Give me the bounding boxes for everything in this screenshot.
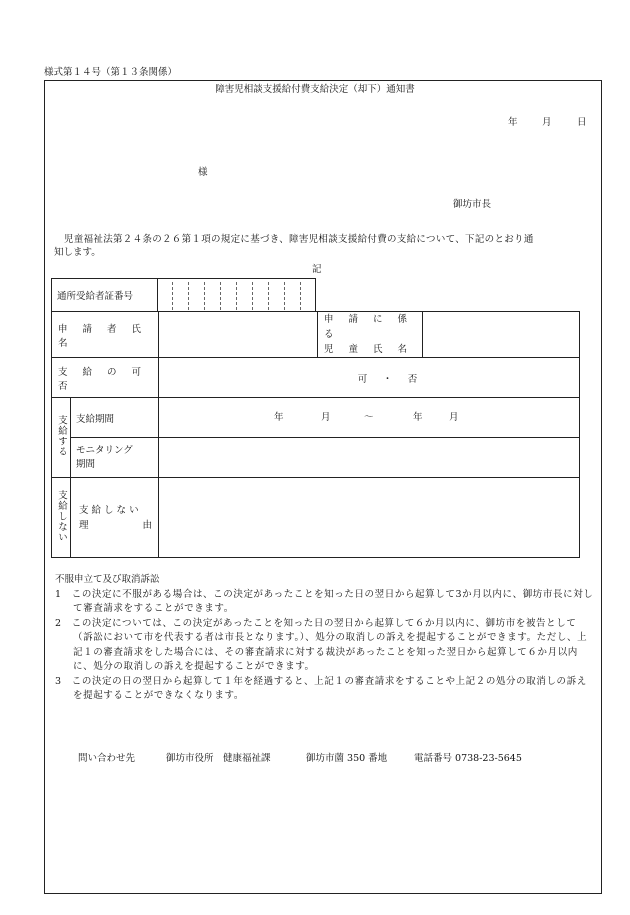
recipient-number-field[interactable] <box>158 279 316 312</box>
child-label-line1: 申 請 に 係 る <box>324 314 414 340</box>
form-number: 様式第１４号（第１３条関係） <box>44 67 178 78</box>
issuer: 御坊市長 <box>453 199 492 210</box>
reason-label <box>71 478 159 558</box>
reason-field[interactable] <box>159 478 580 558</box>
contact-phone: 電話番号 0738-23-5645 <box>414 753 522 764</box>
period-end-year: 年 <box>413 412 423 423</box>
appeal-item-1: 1 この決定に不服がある場合は、この決定があったことを知った日の翌日から起算して3か月以内に、御坊市長に対して審査請求をすることができます。 <box>55 588 594 614</box>
approval-label: 支 給 の 可 否 <box>52 358 159 398</box>
not-provide-label: 支給しない <box>56 489 67 543</box>
provide-label: 支給する <box>56 415 67 457</box>
date-day: 日 <box>577 117 587 128</box>
applicant-name-field[interactable] <box>159 312 318 358</box>
date-month: 月 <box>542 117 552 128</box>
date-year: 年 <box>508 117 518 128</box>
recipient-number-table <box>51 278 316 312</box>
monitoring-label-line1: モニタリング <box>76 444 133 456</box>
appeal-item-2: 2 この決定については、この決定があったことを知った日の翌日から起算して６か月以内に、御坊市を被告として（訴訟において市を代表する者は市長となります。）、処分の取消しの訴えを提起することができます。ただし、上記１の審査請求をした場合には、その審査請求に対する裁決があったことを知った翌日から起算して６か月以内に、処分の取消しの訴えを提起することができます。 <box>55 617 588 672</box>
period-field[interactable] <box>159 398 580 438</box>
monitoring-label <box>71 438 159 478</box>
reason-label-line1: 支 給 し な い <box>79 504 139 516</box>
ki-mark: 記 <box>312 264 322 275</box>
monitoring-label-line2: 期間 <box>76 458 96 470</box>
period-tilde: ～ <box>364 412 374 423</box>
period-label: 支給期間 <box>71 398 159 438</box>
decision-table <box>51 311 580 558</box>
appeal-notes <box>55 573 595 704</box>
contact-address: 御坊市薗 350 番地 <box>306 753 388 764</box>
applicant-label: 申 請 者 氏 名 <box>52 312 159 358</box>
recipient-number-label: 通所受給者証番号 <box>52 279 158 312</box>
child-name-field[interactable] <box>423 312 580 358</box>
not-provide-label-cell <box>52 478 71 558</box>
monitoring-field[interactable] <box>159 438 580 478</box>
period-end-month: 月 <box>449 412 459 423</box>
approval-value[interactable]: 可 ・ 否 <box>159 358 580 398</box>
contact-label: 問い合わせ先 <box>78 753 136 764</box>
child-label <box>318 312 423 358</box>
period-start-year: 年 <box>274 412 284 423</box>
addressee-suffix: 様 <box>198 167 208 178</box>
provide-label-cell <box>52 398 71 478</box>
appeal-heading: 不服申立て及び取消訴訟 <box>55 574 160 585</box>
appeal-item-3: 3 この決定の日の翌日から起算して１年を経過すると、上記１の審査請求をすることや上記２の処分の取消しの訴えを提起することができなくなります。 <box>55 675 587 701</box>
document-title: 障害児相談支援給付費支給決定（却下）通知書 <box>215 84 415 95</box>
contact-office: 御坊市役所 健康福祉課 <box>166 753 271 764</box>
reason-label-line2: 理 由 <box>79 519 152 531</box>
period-start-month: 月 <box>321 412 331 423</box>
body-text-line1: 児童福祉法第２４条の２６第１項の規定に基づき、障害児相談支援給付費の支給について、下記のとおり通 <box>64 234 534 245</box>
child-label-line2: 児 童 氏 名 <box>324 344 414 355</box>
body-text-line2: 知します。 <box>54 247 101 258</box>
